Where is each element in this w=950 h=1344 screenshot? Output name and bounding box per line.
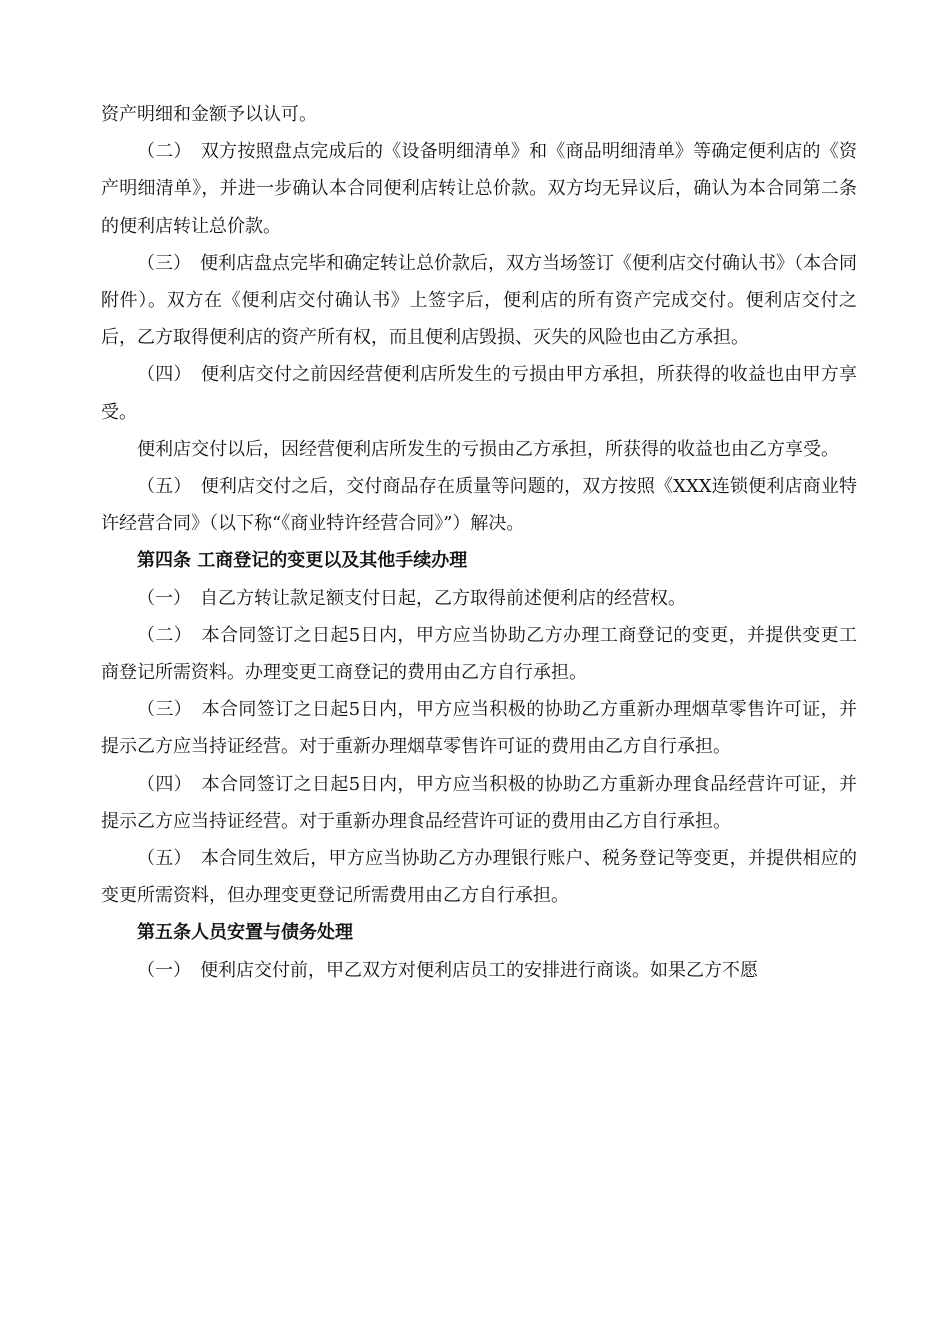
paragraph-clause-4-4: （四） 本合同签订之日起5日内，甲方应当积极的协助乙方重新办理食品经营许可证，并提示乙方应当持证经营。对于重新办理食品经营许可证的费用由乙方自行承担。 xyxy=(101,773,857,832)
heading-article-5: 第五条人员安置与债务处理 xyxy=(137,922,353,944)
paragraph-asset-approval: 资产明细和金额予以认可。 xyxy=(101,104,317,125)
paragraph-clause-3-5: （五） 便利店交付之后，交付商品存在质量等问题的，双方按照《XXX连锁便利店商业特许经营合同》（以下称“《商业特许经营合同》”）解决。 xyxy=(101,476,857,535)
paragraph-clause-4-5: （五） 本合同生效后，甲方应当协助乙方办理银行账户、税务登记等变更，并提供相应的变更所需资料，但办理变更登记所需费用由乙方自行承担。 xyxy=(101,848,857,907)
paragraph-clause-3-4: （四） 便利店交付之前因经营便利店所发生的亏损由甲方承担，所获得的收益也由甲方享受。 xyxy=(101,364,857,423)
paragraph-clause-4-1: （一） 自乙方转让款足额支付日起，乙方取得前述便利店的经营权。 xyxy=(137,587,686,609)
paragraph-clause-3-4-continued: 便利店交付以后，因经营便利店所发生的亏损由乙方承担，所获得的收益也由乙方享受。 xyxy=(137,438,839,460)
document-body xyxy=(101,96,857,989)
paragraph-clause-4-3: （三） 本合同签订之日起5日内，甲方应当积极的协助乙方重新办理烟草零售许可证，并提示乙方应当持证经营。对于重新办理烟草零售许可证的费用由乙方自行承担。 xyxy=(101,699,857,758)
paragraph-clause-3-3: （三） 便利店盘点完毕和确定转让总价款后，双方当场签订《便利店交付确认书》（本合同附件）。双方在《便利店交付确认书》上签字后，便利店的所有资产完成交付。便利店交付之后，乙方取得便利店的资产所有权，而且便利店毁损、灭失的风险也由乙方承担。 xyxy=(101,252,857,349)
paragraph-clause-5-1: （一） 便利店交付前，甲乙双方对便利店员工的安排进行商谈。如果乙方不愿 xyxy=(137,959,758,981)
paragraph-clause-3-2: （二） 双方按照盘点完成后的《设备明细清单》和《商品明细清单》等确定便利店的《资产明细清单》，并进一步确认本合同便利店转让总价款。双方均无异议后，确认为本合同第二条的便利店转让总价款。 xyxy=(101,141,857,237)
paragraph-clause-4-2: （二） 本合同签订之日起5日内，甲方应当协助乙方办理工商登记的变更，并提供变更工商登记所需资料。办理变更工商登记的费用由乙方自行承担。 xyxy=(101,624,857,684)
heading-article-4: 第四条 工商登记的变更以及其他手续办理 xyxy=(137,550,468,572)
